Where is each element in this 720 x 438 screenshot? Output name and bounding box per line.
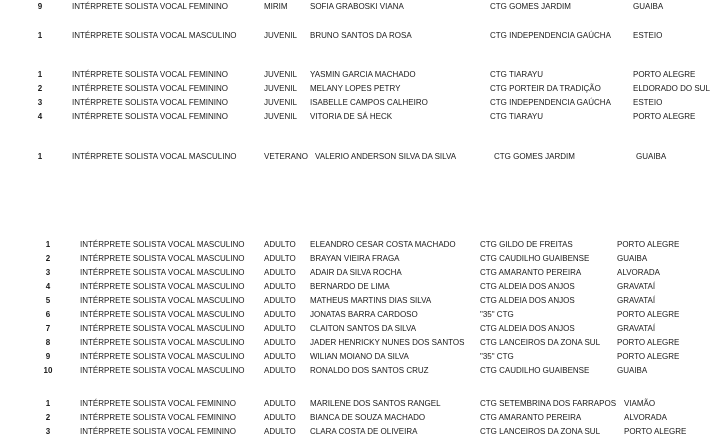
cell-entity: CTG CAUDILHO GUAIBENSE <box>480 254 590 264</box>
cell-category: INTÉRPRETE SOLISTA VOCAL FEMININO <box>80 399 237 408</box>
cell-age: JUVENIL <box>264 98 297 108</box>
cell-category: INTÉRPRETE SOLISTA VOCAL MASCULINO <box>80 338 245 348</box>
cell-name: YASMIN GARCIA MACHADO <box>310 70 416 79</box>
cell-age: ADULTO <box>264 268 296 278</box>
cell-age: JUVENIL <box>264 112 297 122</box>
cell-name: ADAIR DA SILVA ROCHA <box>310 268 402 278</box>
cell-age: ADULTO <box>264 282 296 292</box>
table-row <box>0 426 720 438</box>
cell-name: MELANY LOPES PETRY <box>310 84 401 94</box>
cell-name: BERNARDO DE LIMA <box>310 282 390 292</box>
cell-city: GUAIBA <box>617 254 648 264</box>
cell-city: GRAVATAÍ <box>617 282 656 292</box>
cell-age: ADULTO <box>264 240 296 249</box>
cell-city: PORTO ALEGRE <box>617 240 680 249</box>
cell-category: INTÉRPRETE SOLISTA VOCAL FEMININO <box>72 112 229 122</box>
cell-age: MIRIM <box>264 2 288 11</box>
table-row <box>0 97 720 109</box>
cell-name: RONALDO DOS SANTOS CRUZ <box>310 366 429 376</box>
cell-entity: CTG ALDEIA DOS ANJOS <box>480 282 575 292</box>
cell-category: INTÉRPRETE SOLISTA VOCAL FEMININO <box>72 2 229 11</box>
cell-num: 4 <box>37 112 43 122</box>
cell-entity: "35" CTG <box>480 310 514 320</box>
cell-age: ADULTO <box>264 296 296 306</box>
cell-entity: CTG INDEPENDENCIA GAÚCHA <box>490 31 611 40</box>
cell-entity: CTG ALDEIA DOS ANJOS <box>480 296 575 306</box>
cell-age: JUVENIL <box>264 31 297 40</box>
cell-age: ADULTO <box>264 399 296 408</box>
cell-category: INTÉRPRETE SOLISTA VOCAL MASCULINO <box>72 152 237 161</box>
cell-category: INTÉRPRETE SOLISTA VOCAL FEMININO <box>80 413 237 423</box>
cell-entity: CTG AMARANTO PEREIRA <box>480 268 582 278</box>
cell-num: 1 <box>45 240 51 249</box>
cell-city: PORTO ALEGRE <box>633 70 696 79</box>
cell-num: 9 <box>45 352 51 362</box>
table-row <box>0 69 720 81</box>
cell-num: 3 <box>45 427 51 437</box>
cell-num: 3 <box>37 98 43 108</box>
cell-city: PORTO ALEGRE <box>617 338 680 348</box>
cell-num: 2 <box>45 413 51 423</box>
cell-age: ADULTO <box>264 352 296 362</box>
cell-age: ADULTO <box>264 324 296 334</box>
cell-name: BRAYAN VIEIRA FRAGA <box>310 254 400 264</box>
cell-num: 7 <box>45 324 51 334</box>
table-row <box>0 281 720 293</box>
table-row <box>0 365 720 377</box>
cell-num: 1 <box>37 152 43 161</box>
cell-category: INTÉRPRETE SOLISTA VOCAL MASCULINO <box>80 268 245 278</box>
cell-category: INTÉRPRETE SOLISTA VOCAL FEMININO <box>72 70 229 79</box>
cell-category: INTÉRPRETE SOLISTA VOCAL MASCULINO <box>80 282 245 292</box>
table-row <box>0 337 720 349</box>
cell-name: ELEANDRO CESAR COSTA MACHADO <box>310 240 456 249</box>
cell-entity: CTG TIARAYU <box>490 112 544 122</box>
cell-entity: CTG SETEMBRINA DOS FARRAPOS <box>480 399 617 408</box>
cell-num: 2 <box>45 254 51 264</box>
cell-name: MARILENE DOS SANTOS RANGEL <box>310 399 441 408</box>
cell-category: INTÉRPRETE SOLISTA VOCAL MASCULINO <box>80 324 245 334</box>
table-row <box>0 151 720 163</box>
cell-city: PORTO ALEGRE <box>617 352 680 362</box>
cell-num: 8 <box>45 338 51 348</box>
table-row <box>0 30 720 42</box>
cell-category: INTÉRPRETE SOLISTA VOCAL FEMININO <box>80 427 237 437</box>
cell-entity: CTG INDEPENDENCIA GAÚCHA <box>490 98 611 108</box>
cell-city: VIAMÃO <box>624 399 656 408</box>
cell-entity: CTG LANCEIROS DA ZONA SUL <box>480 338 601 348</box>
cell-num: 5 <box>45 296 51 306</box>
cell-num: 10 <box>43 366 53 376</box>
cell-name: CLARA COSTA DE OLIVEIRA <box>310 427 418 437</box>
cell-age: ADULTO <box>264 413 296 423</box>
cell-num: 6 <box>45 310 51 320</box>
cell-age: JUVENIL <box>264 84 297 94</box>
cell-name: JONATAS BARRA CARDOSO <box>310 310 418 320</box>
cell-name: JADER HENRICKY NUNES DOS SANTOS <box>310 338 465 348</box>
cell-category: INTÉRPRETE SOLISTA VOCAL MASCULINO <box>80 366 245 376</box>
cell-city: PORTO ALEGRE <box>633 112 696 122</box>
cell-entity: CTG ALDEIA DOS ANJOS <box>480 324 575 334</box>
cell-entity: CTG CAUDILHO GUAIBENSE <box>480 366 590 376</box>
cell-entity: CTG TIARAYU <box>490 70 544 79</box>
cell-entity: CTG GILDO DE FREITAS <box>480 240 573 249</box>
cell-city: GUAIBA <box>633 2 664 11</box>
cell-city: GRAVATAÍ <box>617 324 656 334</box>
cell-name: MATHEUS MARTINS DIAS SILVA <box>310 296 432 306</box>
table-row <box>0 1 720 13</box>
table-row <box>0 412 720 424</box>
cell-city: ESTEIO <box>633 31 663 40</box>
cell-category: INTÉRPRETE SOLISTA VOCAL MASCULINO <box>80 310 245 320</box>
cell-name: SOFIA GRABOSKI VIANA <box>310 2 404 11</box>
cell-entity: CTG PORTEIR DA TRADIÇÃO <box>490 84 601 94</box>
table-row <box>0 309 720 321</box>
cell-num: 1 <box>45 399 51 408</box>
cell-name: WILIAN MOIANO DA SILVA <box>310 352 409 362</box>
cell-category: INTÉRPRETE SOLISTA VOCAL MASCULINO <box>80 240 245 249</box>
cell-name: BRUNO SANTOS DA ROSA <box>310 31 412 40</box>
cell-num: 1 <box>37 70 43 79</box>
cell-name: VALERIO ANDERSON SILVA DA SILVA <box>315 152 457 161</box>
cell-entity: CTG AMARANTO PEREIRA <box>480 413 582 423</box>
cell-city: ESTEIO <box>633 98 663 108</box>
table-row <box>0 267 720 279</box>
cell-city: ELDORADO DO SUL <box>633 84 710 94</box>
cell-num: 2 <box>37 84 43 94</box>
cell-city: GRAVATAÍ <box>617 296 656 306</box>
cell-age: ADULTO <box>264 338 296 348</box>
cell-city: GUAIBA <box>617 366 648 376</box>
cell-city: PORTO ALEGRE <box>624 427 687 437</box>
cell-name: VITORIA DE SÁ HECK <box>310 112 393 122</box>
cell-age: ADULTO <box>264 366 296 376</box>
cell-category: INTÉRPRETE SOLISTA VOCAL MASCULINO <box>80 254 245 264</box>
table-row <box>0 351 720 363</box>
cell-city: PORTO ALEGRE <box>617 310 680 320</box>
cell-age: ADULTO <box>264 254 296 264</box>
table-row <box>0 295 720 307</box>
cell-category: INTÉRPRETE SOLISTA VOCAL MASCULINO <box>72 31 237 40</box>
cell-age: JUVENIL <box>264 70 297 79</box>
cell-name: ISABELLE CAMPOS CALHEIRO <box>310 98 428 108</box>
table-row <box>0 323 720 335</box>
table-row <box>0 111 720 123</box>
table-row <box>0 398 720 410</box>
cell-category: INTÉRPRETE SOLISTA VOCAL FEMININO <box>72 98 229 108</box>
cell-num: 9 <box>37 2 43 11</box>
cell-entity: CTG LANCEIROS DA ZONA SUL <box>480 427 601 437</box>
cell-category: INTÉRPRETE SOLISTA VOCAL FEMININO <box>72 84 229 94</box>
table-row <box>0 83 720 95</box>
cell-num: 4 <box>45 282 51 292</box>
cell-name: BIANCA DE SOUZA MACHADO <box>310 413 426 423</box>
table-row <box>0 239 720 251</box>
cell-num: 3 <box>45 268 51 278</box>
cell-city: ALVORADA <box>617 268 660 278</box>
cell-city: GUAIBA <box>636 152 667 161</box>
cell-entity: CTG GOMES JARDIM <box>490 2 571 11</box>
cell-age: ADULTO <box>264 310 296 320</box>
cell-age: ADULTO <box>264 427 296 437</box>
cell-num: 1 <box>37 31 43 40</box>
cell-entity: "35" CTG <box>480 352 514 362</box>
cell-name: CLAITON SANTOS DA SILVA <box>310 324 417 334</box>
table-row <box>0 253 720 265</box>
cell-category: INTÉRPRETE SOLISTA VOCAL MASCULINO <box>80 352 245 362</box>
cell-city: ALVORADA <box>624 413 667 423</box>
cell-entity: CTG GOMES JARDIM <box>494 152 575 161</box>
cell-category: INTÉRPRETE SOLISTA VOCAL MASCULINO <box>80 296 245 306</box>
cell-age: VETERANO <box>264 152 309 161</box>
